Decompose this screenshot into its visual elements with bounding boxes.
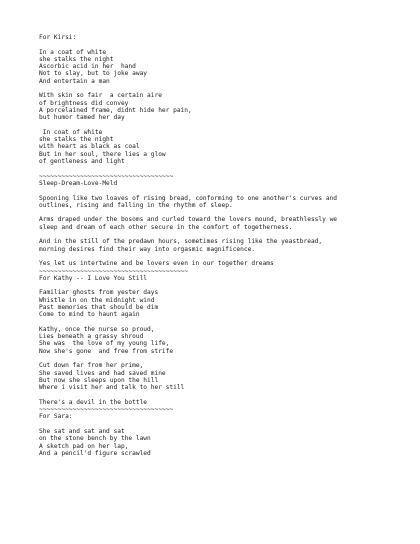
text-line: Spooning like two loaves of rising bread, conforming to one another's curves and	[39, 194, 338, 202]
text-line: Sleep-Dream-Love-Meld	[39, 179, 118, 187]
text-line: she stalks the night	[39, 136, 114, 144]
text-line: For Sara:	[39, 413, 73, 421]
text-line: For Kathy -- I Love You Still	[39, 274, 148, 282]
blank-line	[39, 392, 409, 399]
text-line: sleep and dream of each other secure in the comfort of togetherness.	[39, 223, 293, 231]
blank-line	[39, 355, 409, 362]
text-line: outlines, rising and falling in the rhythm of sleep.	[39, 201, 233, 209]
text-line: She was the love of my young life,	[39, 340, 170, 348]
text-line: ~~~~~~~~~~~~~~~~~~~~~~~~~~~~~~~~~~~~	[39, 406, 174, 414]
blank-line	[39, 209, 409, 216]
blank-line	[39, 41, 409, 48]
blank-line	[39, 421, 409, 428]
text-line: ~~~~~~~~~~~~~~~~~~~~~~~~~~~~~~~~~~~~	[39, 172, 174, 180]
blank-line	[39, 85, 409, 92]
text-line: She sat and sat and sat	[39, 428, 125, 436]
text-line: A porcelained frame, didnt hide her pain,	[39, 106, 192, 114]
text-line: morning desires find their way into orgasmic magnificence.	[39, 245, 256, 253]
text-line: And in the still of the predawn hours, sometimes rising like the yeastbread,	[39, 238, 323, 246]
text-line: In a coat of white	[39, 48, 107, 56]
text-line: She saved lives and had saved mine	[39, 369, 166, 377]
text-line: But in her soul, there lies a glow	[39, 150, 166, 158]
text-line: of gentleness and light	[39, 158, 125, 166]
text-line: on the stone bench by the lawn	[39, 435, 151, 443]
blank-line	[39, 282, 409, 289]
text-line: of brightness did convey	[39, 99, 129, 107]
blank-line	[39, 253, 409, 260]
text-line: In coat of white	[39, 128, 103, 136]
text-line: ~~~~~~~~~~~~~~~~~~~~~~~~~~~~~~~~~~~~~~~~	[39, 267, 189, 275]
text-line: Yes let us intertwine and be lovers even in our together dreams	[39, 260, 274, 268]
text-line: she stalks the night	[39, 55, 114, 63]
text-line: Now she's gone and free from strife	[39, 347, 174, 355]
text-line: But now she sleeps upon the hill	[39, 376, 159, 384]
text-line: Kathy, once the nurse so proud,	[39, 325, 155, 333]
text-line: Past memories that should be dim	[39, 303, 159, 311]
blank-line	[39, 319, 409, 326]
text-line: There's a devil in the bottle	[39, 398, 148, 406]
blank-line	[39, 165, 409, 172]
text-line: For Kirsi:	[39, 34, 77, 41]
blank-line	[39, 122, 409, 129]
text-line: but humor tamed her day	[39, 114, 125, 122]
text-line: And a pencil'd figure scrawled	[39, 449, 151, 457]
document-page	[39, 34, 409, 457]
text-line: Arms draped under the bosoms and curled toward the lovers mound, breathlessly we	[39, 216, 338, 224]
blank-line	[39, 187, 409, 194]
text-line: Come to mind to haunt again	[39, 311, 140, 319]
text-line: Where i visit her and talk to her still	[39, 384, 185, 392]
text-line: with heart as black as coal	[39, 143, 140, 151]
text-line: Whistle in on the midnight wind	[39, 296, 155, 304]
text-line: Not to slay, but to joke away	[39, 70, 148, 78]
text-line: Familiar ghosts from yester days	[39, 289, 159, 297]
text-line: With skin so fair a certain aire	[39, 92, 162, 100]
blank-line	[39, 231, 409, 238]
text-line: Lies beneath a grassy shroud	[39, 333, 144, 341]
text-line: Cut down far from her prime,	[39, 362, 144, 370]
text-line: A sketch pad on her lap,	[39, 442, 129, 450]
text-line: And entertain a man	[39, 77, 110, 85]
text-line: Ascorbic acid in her hand	[39, 63, 136, 71]
